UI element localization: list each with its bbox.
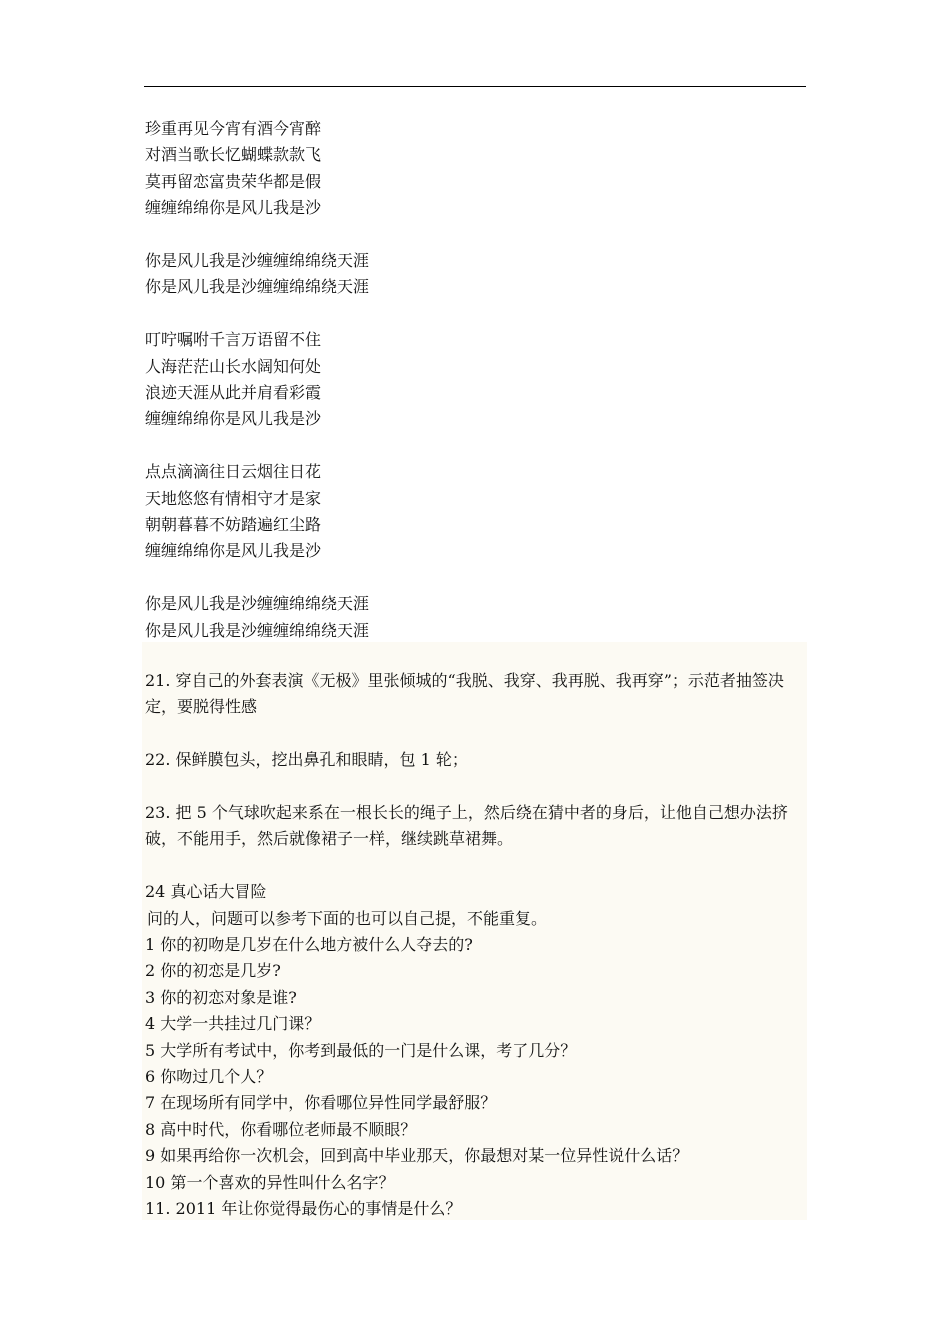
lyrics-line: 莫再留恋富贵荣华都是假 <box>145 171 322 191</box>
question-item: 2 你的初恋是几岁? <box>145 961 281 981</box>
lyrics-line: 人海茫茫山长水阔知何处 <box>145 356 322 376</box>
lyrics-line: 叮咛嘱咐千言万语留不住 <box>145 330 322 350</box>
question-item: 6 你吻过几个人？ <box>145 1067 273 1087</box>
lyrics-line: 你是风儿我是沙缠缠绵绵绕天涯 <box>145 594 370 614</box>
lyrics-line: 浪迹天涯从此并肩看彩霞 <box>145 383 322 403</box>
game-item-23 <box>145 800 807 853</box>
lyrics-line: 你是风儿我是沙缠缠绵绵绕天涯 <box>145 251 370 271</box>
question-item: 10 第一个喜欢的异性叫什么名字？ <box>145 1172 395 1192</box>
question-item: 3 你的初恋对象是谁? <box>145 987 297 1007</box>
game-item-text: 22. 保鲜膜包头，挖出鼻孔和眼睛，包 1 轮； <box>145 750 468 770</box>
lyrics-stanza <box>145 248 805 301</box>
lyrics-line: 缠缠绵绵你是风儿我是沙 <box>145 198 322 218</box>
section-title: 24 真心话大冒险 <box>145 882 267 902</box>
lyrics-line: 珍重再见今宵有酒今宵醉 <box>145 119 322 138</box>
lyrics-stanza <box>145 591 805 644</box>
question-item: 8 高中时代，你看哪位老师最不顺眼？ <box>145 1119 417 1139</box>
lyrics-line: 对酒当歌长忆蝴蝶款款飞 <box>145 145 322 165</box>
lyrics-stanza <box>145 116 805 222</box>
question-item: 5 大学所有考试中，你考到最低的一门是什么课，考了几分？ <box>145 1040 577 1060</box>
lyrics-line: 天地悠悠有情相守才是家 <box>145 488 322 508</box>
lyrics-line: 你是风儿我是沙缠缠绵绵绕天涯 <box>145 620 370 640</box>
lyrics-line: 朝朝暮暮不妨踏遍红尘路 <box>145 515 322 535</box>
lyrics-stanza <box>145 459 805 565</box>
song-lyrics <box>145 116 805 644</box>
question-item: 7 在现场所有同学中，你看哪位异性同学最舒服？ <box>145 1093 497 1113</box>
game-item-21 <box>145 668 807 721</box>
question-item: 1 你的初吻是几岁在什么地方被什么人夺去的? <box>145 935 473 955</box>
lyrics-line: 缠缠绵绵你是风儿我是沙 <box>145 541 322 561</box>
question-item: 4 大学一共挂过几门课？ <box>145 1014 321 1034</box>
lyrics-line: 你是风儿我是沙缠缠绵绵绕天涯 <box>145 277 370 297</box>
lyrics-stanza <box>145 327 805 433</box>
section-intro: 问的人，问题可以参考下面的也可以自己提，不能重复。 <box>147 908 548 928</box>
question-item: 9 如果再给你一次机会，回到高中毕业那天，你最想对某一位异性说什么话？ <box>145 1146 689 1166</box>
header-rule <box>144 86 806 87</box>
game-item-24 <box>145 879 807 1222</box>
lyrics-line: 点点滴滴往日云烟往日花 <box>145 462 322 482</box>
game-item-text: 23. 把 5 个气球吹起来系在一根长长的绳子上，然后绕在猜中者的身后，让他自己想办法挤破，不能用手，然后就像裙子一样，继续跳草裙舞。 <box>145 803 788 849</box>
game-items-list <box>145 668 807 1249</box>
question-item: 11. 2011 年让你觉得最伤心的事情是什么？ <box>145 1199 462 1219</box>
lyrics-line: 缠缠绵绵你是风儿我是沙 <box>145 409 322 429</box>
game-item-22 <box>145 747 807 773</box>
game-item-text: 21. 穿自己的外套表演《无极》里张倾城的“我脱、我穿、我再脱、我再穿”；示范者抽签决定，要脱得性感 <box>145 671 784 717</box>
